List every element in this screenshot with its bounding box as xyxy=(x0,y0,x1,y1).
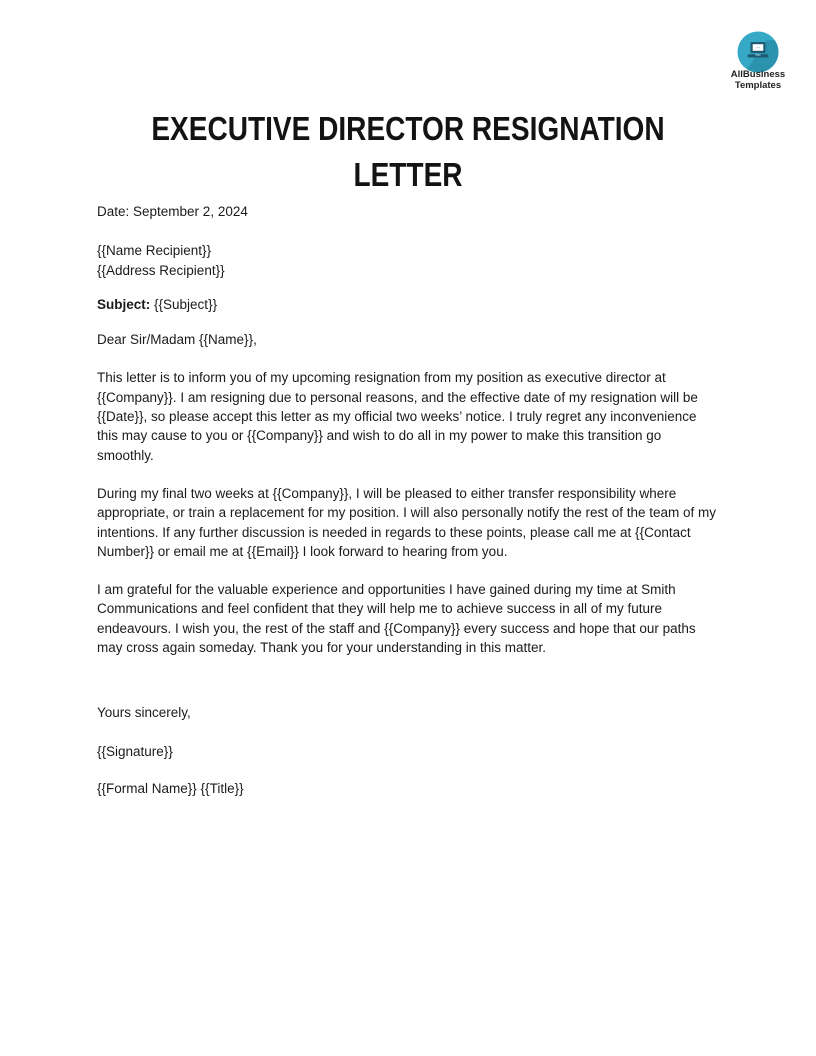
letter-paragraph-3: I am grateful for the valuable experience and opportunities I have gained during my time at Smith Communications and feel confident that they will help me to achieve success in all of my future endeavours. I wish you, the rest of the staff and {{Company}} every success and hope that our paths may cross again someday. Thank you for your understanding in this matter. xyxy=(97,582,696,656)
letter-paragraph-2: During my final two weeks at {{Company}}, I will be pleased to either transfer responsibility where appropriate, or train a replacement for my position. I will also personally notify the rest of the team of my intentions. If any further discussion is needed in regards to these points, please call me at {{Contact Number}} or email me at {{Email}} I look forward to hearing from you. xyxy=(97,485,717,559)
logo-text-line2: Templates xyxy=(734,79,782,91)
laptop-icon xyxy=(730,31,786,73)
logo-text xyxy=(730,70,786,91)
signoff-name: {{Formal Name}} {{Title}} xyxy=(97,780,244,796)
page-title-line2: LETTER xyxy=(353,156,463,193)
recipient-name: {{Name Recipient}} xyxy=(97,243,212,259)
subject-line xyxy=(97,295,719,314)
logo-text-line1: AllBusiness xyxy=(730,69,786,80)
signature-placeholder: {{Signature}} xyxy=(97,743,173,759)
salutation: Dear Sir/Madam {{Name}}, xyxy=(97,332,257,348)
letter-body xyxy=(0,202,816,798)
allbusiness-logo xyxy=(730,31,786,91)
subject-value: {{Subject}} xyxy=(150,296,218,312)
closing-line: Yours sincerely, xyxy=(97,705,191,721)
letter-paragraph-1: This letter is to inform you of my upcoming resignation from my position as executive director at {{Company}}. I am resigning due to personal reasons, and the effective date of my resignation will be {{Date}}, so please accept this letter as my official two weeks’ notice. I truly regret any inconvenience this may cause to you or {{Company}} and wish to do all in my power to make this transition go smoothly. xyxy=(97,370,698,463)
page-title xyxy=(61,106,755,198)
recipient-block xyxy=(97,241,719,280)
subject-label: Subject: xyxy=(97,296,151,312)
date-line: Date: September 2, 2024 xyxy=(97,204,248,219)
recipient-address: {{Address Recipient}} xyxy=(97,262,225,278)
page-title-line1: EXECUTIVE DIRECTOR RESIGNATION xyxy=(151,110,665,147)
